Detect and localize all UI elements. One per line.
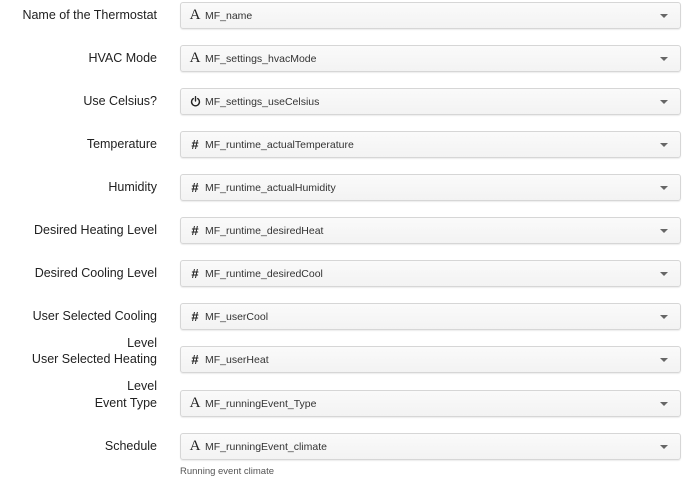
chevron-down-icon [660,186,668,190]
desired-cooling-select[interactable] [180,260,681,287]
field-label: Event Type [94,396,157,410]
field-row-desired-heating [0,217,689,244]
number-icon: # [191,137,199,152]
field-label: Name of the Thermostat [22,8,157,22]
chevron-down-icon [660,14,668,18]
select-value: MF_userCool [205,310,269,323]
number-icon: # [191,352,199,367]
hvac-mode-select[interactable] [180,45,681,72]
select-value: MF_runningEvent_Type [205,397,317,410]
field-row-event-type [0,390,689,417]
field-row-humidity [0,174,689,201]
chevron-down-icon [660,315,668,319]
select-value: MF_name [205,9,253,22]
field-row-use-celsius [0,88,689,115]
event-type-select[interactable] [180,390,681,417]
chevron-down-icon [660,402,668,406]
chevron-down-icon [660,445,668,449]
chevron-down-icon [660,57,668,61]
field-row-user-heating [0,346,689,393]
number-icon: # [191,309,199,324]
select-value: MF_userHeat [205,353,269,366]
field-row-temperature [0,131,689,158]
chevron-down-icon [660,358,668,362]
select-value: MF_runtime_actualHumidity [205,181,336,194]
select-value: MF_runtime_desiredCool [205,267,323,280]
text-icon: A [189,7,201,23]
select-value: MF_settings_hvacMode [205,52,317,65]
humidity-select[interactable] [180,174,681,201]
field-label: Humidity [108,180,157,194]
chevron-down-icon [660,143,668,147]
number-icon: # [191,223,199,238]
text-icon: A [189,438,201,454]
chevron-down-icon [660,229,668,233]
text-icon: A [189,50,201,66]
field-label: Desired Heating Level [34,223,157,237]
number-icon: # [191,266,199,281]
field-row-schedule [0,433,689,460]
schedule-help-text: Running event climate [180,466,274,477]
select-value: MF_runningEvent_climate [205,440,327,453]
field-label: Temperature [86,137,157,151]
user-cooling-select[interactable] [180,303,681,330]
thermostat-name-select[interactable] [180,2,681,29]
field-label: Desired Cooling Level [34,266,157,280]
user-heating-select[interactable] [180,346,681,373]
field-row-thermostat-name [0,2,689,29]
use-celsius-select[interactable] [180,88,681,115]
schedule-select[interactable] [180,433,681,460]
select-value: MF_settings_useCelsius [205,95,320,108]
select-value: MF_runtime_actualTemperature [205,138,354,151]
select-value: MF_runtime_desiredHeat [205,224,324,237]
temperature-select[interactable] [180,131,681,158]
number-icon: # [191,180,199,195]
chevron-down-icon [660,272,668,276]
field-row-hvac-mode [0,45,689,72]
field-label: User Selected Heating Level [31,352,157,393]
text-icon: A [189,395,201,411]
field-label: HVAC Mode [88,51,157,65]
power-icon [188,96,202,107]
field-row-user-cooling [0,303,689,350]
field-label: Schedule [104,439,157,453]
desired-heating-select[interactable] [180,217,681,244]
chevron-down-icon [660,100,668,104]
field-label: Use Celsius? [83,94,157,108]
field-label: User Selected Cooling Level [32,309,157,350]
field-row-desired-cooling [0,260,689,287]
